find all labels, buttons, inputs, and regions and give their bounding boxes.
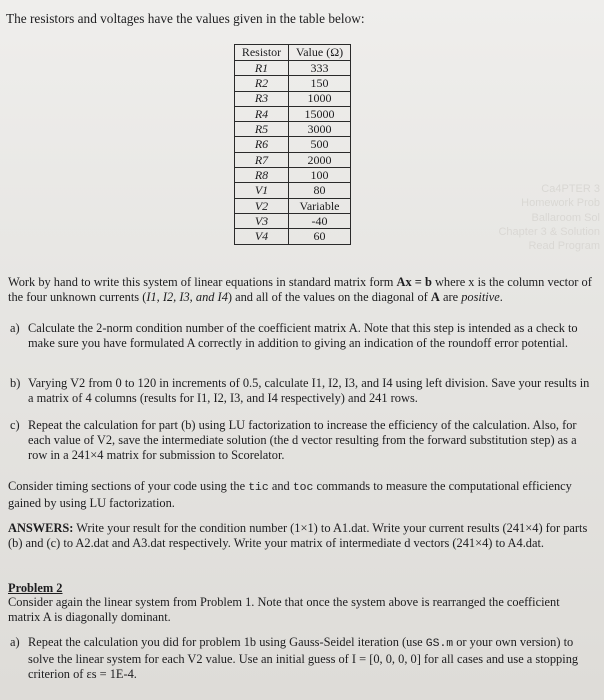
table-row	[235, 213, 351, 228]
component-value: 150	[289, 76, 351, 91]
problem1-part-b: b) Varying V2 from 0 to 120 in increments of 0.5, calculate I1, I2, I3, and I4 using left division. Save your results in a matrix of 4 columns (results for I1, I2, I3, and I4 respectively) and 241 rows.	[10, 376, 590, 406]
component-name: R1	[235, 61, 289, 76]
table-row	[235, 106, 351, 121]
intro-text: The resistors and voltages have the values given in the table below:	[6, 11, 365, 26]
bleed-line: Ca4PTER 3	[541, 183, 600, 195]
component-name: R5	[235, 122, 289, 137]
table-row	[235, 76, 351, 91]
table-row	[235, 229, 351, 244]
bleed-line: Homework Prob	[521, 197, 600, 210]
component-value: Variable	[289, 198, 351, 213]
background-bleed-text	[480, 182, 600, 252]
component-value: 1000	[289, 91, 351, 106]
bleed-line: Ballaroom Sol	[531, 211, 600, 224]
table-row	[235, 183, 351, 198]
timing-note: Consider timing sections of your code using the tic and toc commands to measure the computational efficiency gained by using LU factorization.	[8, 479, 572, 510]
table-row	[235, 137, 351, 152]
value-column-header: Value (Ω)	[289, 45, 351, 61]
problem1-part-a: a) Calculate the 2-norm condition number of the coefficient matrix A. Note that this step is intended as a check to make sure you have formulated A correctly in addition to giving an indication of the roundoff error potential.	[10, 321, 578, 351]
component-name: R3	[235, 91, 289, 106]
problem2-part-a: a) Repeat the calculation you did for problem 1b using Gauss-Seidel iteration (use GS.m or your own version) to solve the linear system for each V2 value. Use an initial guess of I = [0, 0, 0, 0] for all cases and use a stopping criterion of εs = 1E-4.	[10, 635, 579, 682]
component-name: R8	[235, 168, 289, 183]
component-name: V3	[235, 213, 289, 228]
component-value: 60	[289, 229, 351, 244]
problem1-part-c: c) Repeat the calculation for part (b) using LU factorization to increase the efficiency of the calculation. Also, for each value of V2, save the intermediate solution (the d vector resulting from the forward substitution step) as a row in a 241×4 matrix for submission to Scorelator.	[10, 418, 577, 463]
problem2-intro: Consider again the linear system from Problem 1. Note that once the system above is rearranged the coefficient matrix A is diagonally dominant.	[8, 595, 560, 625]
bleed-line: Chapter 3 & Solution	[498, 225, 600, 238]
component-value: 333	[289, 61, 351, 76]
resistor-column-header: Resistor	[235, 45, 289, 61]
values-table	[234, 44, 351, 245]
component-name: V4	[235, 229, 289, 244]
bleed-line: Read Program	[528, 240, 600, 253]
component-name: V2	[235, 198, 289, 213]
component-value: 500	[289, 137, 351, 152]
component-value: 2000	[289, 152, 351, 167]
component-value: -40	[289, 213, 351, 228]
component-name: R7	[235, 152, 289, 167]
component-value: 80	[289, 183, 351, 198]
table-row	[235, 122, 351, 137]
table-row	[235, 198, 351, 213]
problem2-heading: Problem 2	[8, 581, 63, 595]
component-name: R6	[235, 137, 289, 152]
table-row	[235, 168, 351, 183]
table-row	[235, 91, 351, 106]
answers-note: ANSWERS: Write your result for the condition number (1×1) to A1.dat. Write your current results (241×4) for parts (b) and (c) to A2.dat and A3.dat respectively. Write your matrix of intermediate d vectors (241×4) to A4.dat.	[8, 521, 588, 551]
component-value: 100	[289, 168, 351, 183]
table-header-row	[235, 45, 351, 61]
component-value: 15000	[289, 106, 351, 121]
component-name: V1	[235, 183, 289, 198]
component-name: R2	[235, 76, 289, 91]
table-row	[235, 152, 351, 167]
component-value: 3000	[289, 122, 351, 137]
component-name: R4	[235, 106, 289, 121]
problem1-statement: Work by hand to write this system of linear equations in standard matrix form Ax = b where x is the column vector of the four unknown currents (I1, I2, I3, and I4) and all of the values on the diagonal of A are positive.	[8, 275, 592, 305]
table-row	[235, 61, 351, 76]
